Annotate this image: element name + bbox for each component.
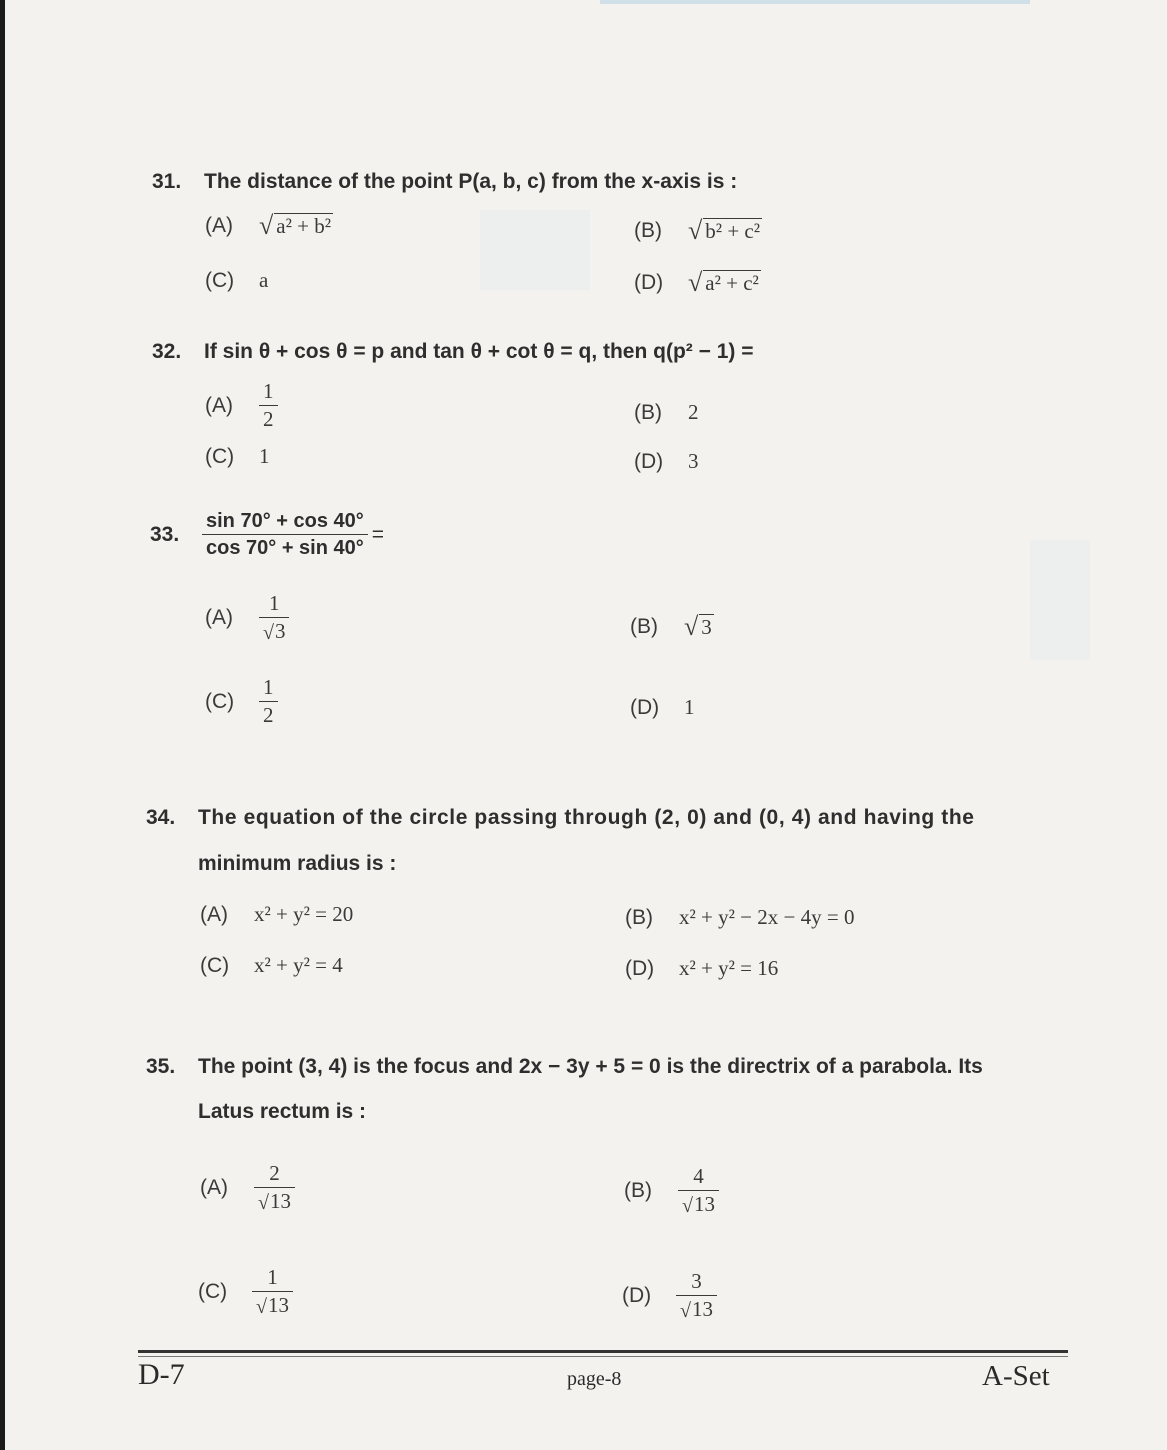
option-label: (B) xyxy=(625,905,653,929)
option-33-d[interactable] xyxy=(630,695,695,720)
option-label: (C) xyxy=(205,268,235,292)
option-label: (B) xyxy=(634,219,662,243)
fraction: 4 √ 13 xyxy=(678,1165,719,1216)
question-35 xyxy=(146,1055,1076,1079)
option-value: x² + y² = 20 xyxy=(254,902,354,926)
option-label: (D) xyxy=(634,449,664,473)
option-label: (A) xyxy=(205,214,233,238)
question-text-line1: The equation of the circle passing through (2, 0) and (0, 4) and having the xyxy=(198,806,975,829)
option-34-d[interactable] xyxy=(625,956,778,981)
option-35-d[interactable] xyxy=(622,1270,717,1321)
option-label: (C) xyxy=(198,1279,228,1303)
footer-set: A-Set xyxy=(982,1360,1050,1392)
question-text: The distance of the point P(a, b, c) from the x-axis is : xyxy=(204,170,738,193)
question-32 xyxy=(152,340,754,364)
option-value: x² + y² = 16 xyxy=(679,956,779,980)
option-33-c[interactable] xyxy=(205,676,278,727)
option-32-b[interactable] xyxy=(634,400,699,425)
option-33-b[interactable] xyxy=(630,614,714,640)
sqrt-expression: √ a² + c² xyxy=(688,268,759,298)
option-35-b[interactable] xyxy=(624,1165,719,1216)
fraction: 1 √ 13 xyxy=(252,1266,293,1317)
binding-edge xyxy=(0,0,5,1450)
option-value: 1 xyxy=(259,444,270,468)
question-text-line2: minimum radius is : xyxy=(198,852,397,875)
option-32-c[interactable] xyxy=(205,444,270,469)
option-32-d[interactable] xyxy=(634,449,699,474)
footer-rule xyxy=(138,1350,1068,1353)
option-label: (B) xyxy=(634,400,662,424)
option-label: (D) xyxy=(625,956,655,980)
option-label: (D) xyxy=(630,695,660,719)
top-edge-band xyxy=(600,0,1030,4)
fraction: 3 √ 13 xyxy=(676,1270,717,1321)
option-34-a[interactable] xyxy=(200,902,353,927)
option-value: a xyxy=(259,268,269,292)
option-label: (A) xyxy=(205,605,233,629)
option-label: (C) xyxy=(200,953,230,977)
question-number: 31. xyxy=(152,170,182,193)
option-label: (C) xyxy=(205,689,235,713)
option-label: (B) xyxy=(630,615,658,639)
option-label: (A) xyxy=(200,902,228,926)
option-value: 3 xyxy=(688,449,699,473)
option-35-a[interactable] xyxy=(200,1162,295,1213)
option-value: x² + y² = 4 xyxy=(254,953,343,977)
option-label: (D) xyxy=(622,1283,652,1307)
option-value: 2 xyxy=(688,400,699,424)
option-31-c[interactable] xyxy=(205,268,268,293)
question-text: If sin θ + cos θ = p and tan θ + cot θ = q, then q(p² − 1) = xyxy=(204,340,754,363)
fraction: 2 √ 13 xyxy=(254,1162,295,1213)
question-number: 33. xyxy=(150,522,180,546)
option-value: 1 xyxy=(684,695,695,719)
bleed-through xyxy=(480,210,590,290)
question-fraction: $\frac{\sin 70^\circ + \cos 40^\circ}{\cos 70^\circ + \sin 40^\circ}$ xyxy=(202,510,368,559)
question-34-cont xyxy=(198,852,396,876)
option-label: (D) xyxy=(634,271,664,295)
question-number: 34. xyxy=(146,806,176,829)
fraction: $\frac{1}{2}$ xyxy=(259,380,278,431)
option-35-c[interactable] xyxy=(198,1266,293,1317)
footer-code: D-7 xyxy=(138,1358,185,1391)
fraction: $\frac{1}{2}$ xyxy=(259,676,278,727)
bleed-through xyxy=(1030,540,1090,660)
question-text-line2: Latus rectum is : xyxy=(198,1100,367,1123)
option-label: (B) xyxy=(624,1178,652,1202)
option-label: (C) xyxy=(205,444,235,468)
question-number: 35. xyxy=(146,1055,176,1078)
fraction: 1 √ 3 xyxy=(259,592,289,643)
question-text-line1: The point (3, 4) is the focus and 2x − 3y + 5 = 0 is the directrix of a parabola. Its xyxy=(198,1055,983,1078)
option-34-b[interactable] xyxy=(625,905,854,930)
footer-page-number: page-8 xyxy=(567,1368,622,1390)
option-33-a[interactable] xyxy=(205,592,289,643)
option-label: (A) xyxy=(200,1175,228,1199)
option-label: (A) xyxy=(205,393,233,417)
question-34 xyxy=(146,806,1076,830)
option-31-a[interactable] xyxy=(205,213,333,239)
question-33 xyxy=(150,510,384,559)
sqrt-expression: √ 3 xyxy=(684,612,712,642)
sqrt-expression: √ a² + b² xyxy=(259,211,332,241)
question-31 xyxy=(152,170,737,194)
option-31-b[interactable] xyxy=(634,218,762,244)
question-35-cont xyxy=(198,1100,366,1124)
sqrt-expression: √ b² + c² xyxy=(688,216,761,246)
option-34-c[interactable] xyxy=(200,953,343,978)
option-32-a[interactable] xyxy=(205,380,278,431)
footer-rule-thin xyxy=(138,1356,1068,1357)
option-31-d[interactable] xyxy=(634,270,761,296)
option-value: x² + y² − 2x − 4y = 0 xyxy=(679,905,855,929)
question-number: 32. xyxy=(152,340,182,363)
equals-sign: = xyxy=(371,522,385,546)
